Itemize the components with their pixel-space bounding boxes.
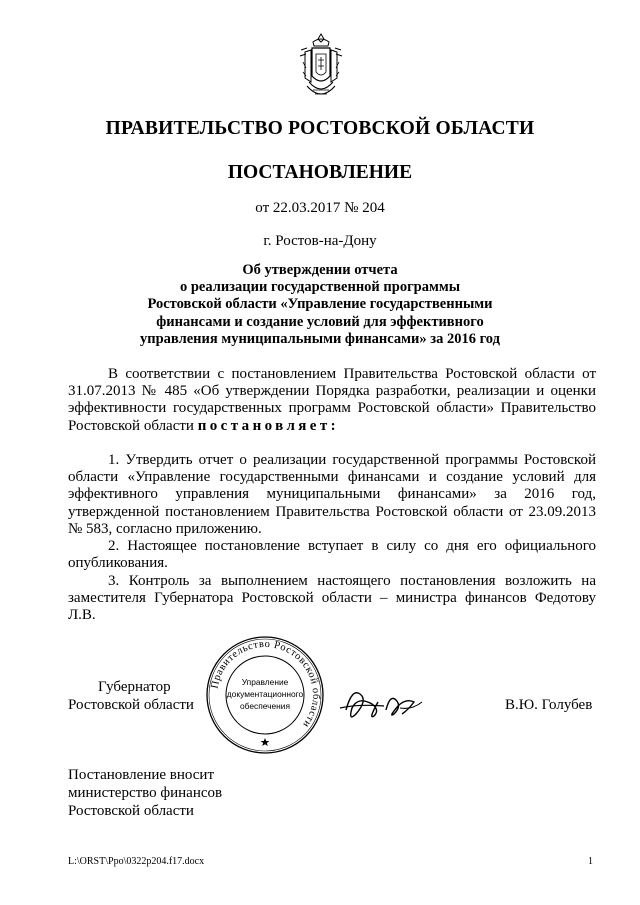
page-number: 1 bbox=[588, 856, 593, 867]
submitted-by-note bbox=[68, 766, 222, 820]
stamp-center-line: Управление bbox=[241, 677, 289, 687]
item-3-text: 3. Контроль за выполнением настоящего постановления возложить на заместителя Губернатора Ростовской области – министра финансов Федотову Л.В. bbox=[68, 573, 596, 624]
handwritten-signature bbox=[338, 680, 458, 728]
submitted-by-line: министерство финансов bbox=[68, 785, 223, 801]
title-line: Об утверждении отчета bbox=[242, 262, 398, 278]
signatory-position bbox=[68, 678, 194, 714]
submitted-by-line: Ростовской области bbox=[68, 803, 194, 819]
preamble-emphasis: постановляет: bbox=[197, 417, 339, 434]
signatory-name: В.Ю. Голубев bbox=[505, 697, 593, 713]
preamble-text: В соответствии с постановлением Правительства Ростовской области от 31.07.2013 № 485 «Об утверждении Порядка разработки, реализации и оценки эффективности государственных программ Ростовской области» Правительство Ростовской области bbox=[68, 366, 596, 434]
document-title bbox=[110, 262, 530, 348]
item-1-text: 1. Утвердить отчет о реализации государственной программы Ростовской области «Управление государственными финансами и создание условий для эффективного управления муниципальными финансами» за 2016 год, утвержденной постановлением Правительства Ростовской области от 23.09.2013 № 583, согласно приложению. bbox=[68, 452, 596, 537]
coat-of-arms-emblem bbox=[297, 32, 345, 104]
official-stamp bbox=[203, 633, 327, 757]
item-1-paragraph bbox=[68, 452, 596, 538]
signatory-position-line: Ростовской области bbox=[68, 697, 194, 713]
stamp-center-line: документационного bbox=[226, 689, 304, 699]
item-2-paragraph bbox=[68, 538, 596, 572]
document-city: г. Ростов-на-Дону bbox=[263, 233, 377, 249]
title-line: о реализации государственной программы bbox=[179, 279, 461, 296]
preamble-paragraph bbox=[68, 366, 596, 435]
item-3-paragraph bbox=[68, 573, 596, 625]
document-type-heading: ПОСТАНОВЛЕНИЕ bbox=[227, 162, 413, 183]
stamp-ring-text: Правительство Ростовской области bbox=[209, 638, 322, 730]
title-line: Ростовской области «Управление государственными bbox=[147, 296, 493, 313]
stamp-center-line: обеспечения bbox=[240, 701, 290, 711]
file-path: L:\ORST\Ppo\0322p204.f17.docx bbox=[68, 856, 205, 867]
item-2-text: 2. Настоящее постановление вступает в силу со дня его официального опубликования. bbox=[68, 538, 596, 572]
star-icon bbox=[261, 738, 270, 746]
submitted-by-line: Постановление вносит bbox=[68, 767, 215, 783]
signatory-position-line: Губернатор bbox=[98, 679, 171, 695]
title-line: управления муниципальными финансами» за 2016 год bbox=[140, 330, 500, 347]
organization-heading: ПРАВИТЕЛЬСТВО РОСТОВСКОЙ ОБЛАСТИ bbox=[105, 118, 535, 139]
document-date-number: от 22.03.2017 № 204 bbox=[255, 200, 385, 216]
title-line: финансами и создание условий для эффективного bbox=[156, 313, 484, 330]
